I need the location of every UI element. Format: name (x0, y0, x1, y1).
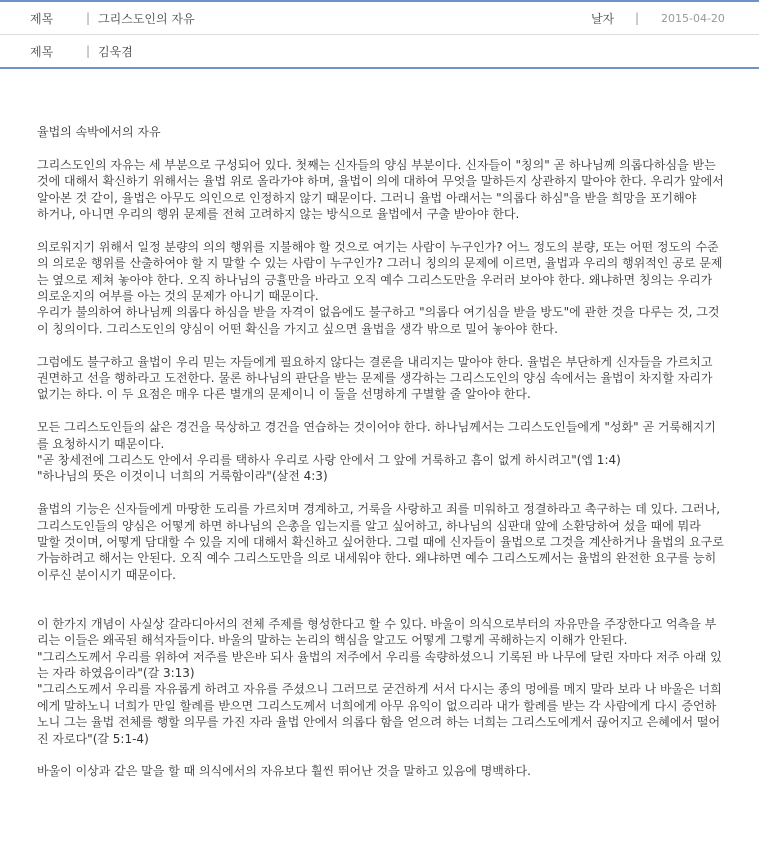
scripture-quote: "그리스도께서 우리를 자유롭게 하려고 자유를 주셨으니 그러므로 굳건하게 서서 다시는 종의 멍에를 메지 말라 보라 나 바울은 너희에게 말하노니 너희가 만일 할례를 받으면 그리스도께서 너희에게 아무 유익이 없으리라 내가 할례를 받는 각 사람에게 다시 증언하노니 그는 율법 전체를 행할 의무를 가진 자라 율법 안에서 의롭다 함을 얻으려 하는 너희는 그리스도에게서 끊어지고 은혜에서 떨어진 자로다"(갈 5:1-4) (37, 682, 722, 746)
paragraph: 율법의 기능은 신자들에게 마땅한 도리를 가르치며 경계하고, 거룩을 사랑하고 죄를 미워하고 정결하라고 촉구하는 데 있다. 그러나, 그리스도인들의 양심은 어떻게 하면 하나님의 은총을 입는지를 알고 싶어하고, 하나님의 심판대 앞에 소환당하여 섰을 때에 뭐라 말할 것이며, 어떻게 담대할 수 있을 지에 대해서 확신하고 싶어한다. 그럴 때에 신자들이 율법으로 그것을 계산하거나 율법의 요구로 가늠하려고 해서는 안된다. 오직 예수 그리스도만을 의로 내세워야 한다. 왜냐하면 예수 그리스도께서는 율법의 완전한 요구를 능히 이루신 분이시기 때문이다. (37, 502, 724, 582)
date-label: 날자 (590, 11, 615, 26)
author-label: 제목 (30, 44, 54, 59)
post-title: 그리스도인의 자유 (98, 11, 195, 26)
paragraph: 그럼에도 불구하고 율법이 우리 믿는 자들에게 필요하지 않다는 결론을 내리지는 말아야 한다. 율법은 부단하게 신자들을 가르치고 권면하고 선을 행하라고 도전한다. 물론 하나님의 판단을 받는 문제를 생각하는 그리스도인의 양심 속에서는 율법이 차지할 자리가 없기는 하다. 이 두 요점은 매우 다른 별개의 문제이니 이 둘을 선명하게 구별할 줄 알아야 한다. (37, 354, 713, 402)
post-date: 2015-04-20 (661, 11, 725, 25)
paragraph: 이 한가지 개념이 사실상 갈라디아서의 전체 주제를 형성한다고 할 수 있다. 바울이 의식으로부터의 자유만을 주장한다고 억측을 부리는 이들은 왜곡된 해석자들이다. 바울의 말하는 논리의 핵심을 알고도 어떻게 그렇게 곡해하는지 이해가 안된다. (37, 616, 717, 648)
post-meta-table (0, 0, 759, 69)
paragraph: 의로워지기 위해서 일정 분량의 의의 행위를 지불해야 할 것으로 여기는 사람이 누구인가? 어느 정도의 분량, 또는 어떤 정도의 수준의 의로운 행위를 산출하여야 할 지 말할 수 있는 사람이 누구인가? 그러니 칭의의 문제에 이르면, 율법과 우리의 행위적인 공로 문제는 옆으로 제쳐 놓아야 한다. 오직 하나님의 긍휼만을 바라고 오직 예수 그리스도만을 우러러 보아야 한다. 왜냐하면 칭의는 우리가 의로운지의 여부를 아는 것의 문제가 아니기 때문이다. (37, 239, 723, 304)
article-heading: 율법의 속박에서의 자유 (37, 125, 161, 139)
paragraph: 모든 그리스도인들의 삶은 경건을 묵상하고 경건을 연습하는 것이어야 한다. 하나님께서는 그리스도인들에게 "성화" 곧 거룩해지기를 요청하시기 때문이다. (37, 420, 716, 451)
date-separator: | (634, 11, 639, 25)
paragraph: 그리스도인의 자유는 세 부분으로 구성되어 있다. 첫째는 신자들의 양심 부분이다. 신자들이 "칭의" 곧 하나님께 의롭다하심을 받는 것에 대해서 확신하기 위해서는 율법 위로 올라가야 하며, 율법이 의에 대하여 무엇을 말하든지 상관하지 말아야 한다. 우리가 앞에서 알아본 것 같이, 율법은 아무도 의인으로 인정하지 않기 때문이다. 그러니 율법 아래서는 "의롭다 하심"을 받을 희망을 포기해야 하거나, 아니면 우리의 행위 문제를 전혀 고려하지 않는 방식으로 율법에서 구출 받아야 한다. (37, 157, 724, 222)
title-label: 제목 (30, 11, 54, 26)
spacer (37, 600, 727, 616)
paragraph-group (37, 419, 727, 485)
scripture-quote: "하나님의 뜻은 이것이니 너희의 거룩함이라"(살전 4:3) (37, 469, 328, 484)
title-separator: | (86, 11, 91, 25)
article-body (37, 124, 727, 796)
scripture-quote: "곧 창세전에 그리스도 안에서 우리를 택하사 우리로 사랑 안에서 그 앞에 거룩하고 흠이 없게 하시려고"(엡 1:4) (37, 453, 621, 468)
author-separator: | (86, 44, 91, 58)
paragraph: 바울이 이상과 같은 말을 할 때 의식에서의 자유보다 훨씬 뛰어난 것을 말하고 있음에 명백하다. (37, 764, 531, 779)
author-row (0, 35, 759, 69)
scripture-quote: "그리스도께서 우리를 위하여 저주를 받은바 되사 율법의 저주에서 우리를 속량하셨으니 기록된 바 나무에 달린 자마다 저주 아래 있는 자라 하였음이라"(갈 3:13) (37, 649, 722, 680)
title-row (0, 2, 759, 35)
post-author: 김욱겸 (98, 44, 133, 59)
paragraph-group (37, 616, 727, 747)
date-field (591, 2, 759, 34)
paragraph: 우리가 불의하여 하나님께 의롭다 하심을 받을 자격이 없음에도 불구하고 "의롭다 여기심을 받을 방도"에 관한 것을 다루는 것, 그것이 칭의이다. 그리스도인의 양심이 어떤 확신을 가지고 싶으면 율법을 생각 밖으로 밀어 놓아야 한다. (37, 305, 720, 336)
paragraph-group (37, 239, 727, 337)
